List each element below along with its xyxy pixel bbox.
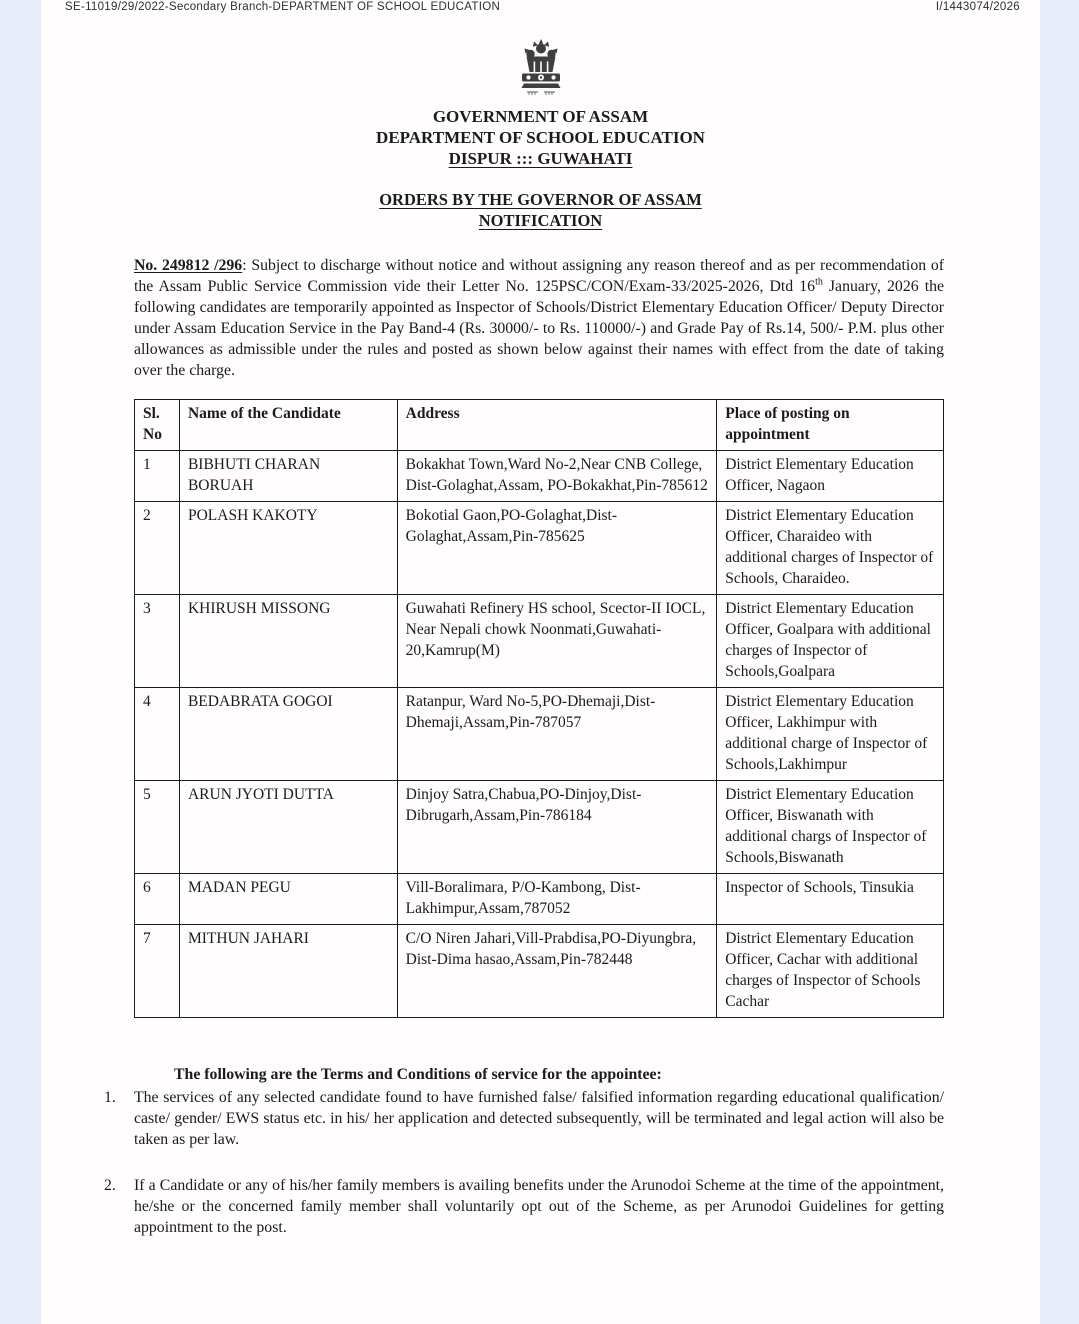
cell-sl: 6 (135, 874, 180, 925)
cell-name: ARUN JYOTI DUTTA (179, 781, 397, 874)
document-header (41, 106, 1040, 169)
list-item (104, 1175, 944, 1238)
cell-address: C/O Niren Jahari,Vill-Prabdisa,PO-Diyungbra, Dist-Dima hasao,Assam,Pin-782448 (397, 925, 717, 1018)
document-page (41, 0, 1040, 1324)
paragraph-text-1: : Subject to discharge without notice and without assigning any reason thereof and as per recommendation of the Assam Public Service Commission vide their Letter No. 125PSC/CON/Exam-33/2025-2026, Dtd 16 (134, 257, 944, 295)
cell-sl: 2 (135, 502, 180, 595)
cell-place: District Elementary Education Officer, Charaideo with additional charges of Inspector of Schools, Charaideo. (717, 502, 944, 595)
india-emblem-icon (516, 39, 566, 101)
cell-name: KHIRUSH MISSONG (179, 595, 397, 688)
table-row (135, 925, 944, 1018)
efile-reference-right: I/1443074/2026 (935, 1, 1020, 13)
government-title: GOVERNMENT OF ASSAM (432, 107, 649, 126)
term-number: 1. (104, 1089, 116, 1106)
reference-number: No. 249812 /296 (134, 257, 243, 274)
efile-reference-left: SE-11019/29/2022-Secondary Branch-DEPARTMENT OF SCHOOL EDUCATION (65, 1, 501, 13)
term-text: If a Candidate or any of his/her family members is availing benefits under the Arunodoi Scheme at the time of the appointment, he/she or the concerned family member shall voluntarily opt out of the Scheme, as per Arunodoi Guidelines for getting appointment to the post. (134, 1177, 944, 1236)
orders-line: ORDERS BY THE GOVERNOR OF ASSAM (379, 190, 702, 209)
column-header-sl-no: Sl. No (135, 400, 180, 451)
table-row (135, 781, 944, 874)
notification-paragraph (134, 255, 944, 381)
cell-address: Vill-Boralimara, P/O-Kambong, Dist-Lakhimpur,Assam,787052 (397, 874, 717, 925)
table-row (135, 502, 944, 595)
department-title: DEPARTMENT OF SCHOOL EDUCATION (376, 128, 705, 147)
cell-place: District Elementary Education Officer, Nagaon (717, 451, 944, 502)
cell-name: MITHUN JAHARI (179, 925, 397, 1018)
table-header-row (135, 400, 944, 451)
table-row (135, 874, 944, 925)
cell-sl: 4 (135, 688, 180, 781)
efile-reference-bar (41, 0, 1040, 13)
notification-line: NOTIFICATION (478, 211, 603, 230)
terms-list (41, 1087, 1040, 1238)
term-number: 2. (104, 1177, 116, 1194)
place-title: DISPUR ::: GUWAHATI (448, 149, 633, 168)
cell-sl: 3 (135, 595, 180, 688)
terms-heading: The following are the Terms and Conditions of service for the appointee: (174, 1066, 662, 1083)
emblem-container (41, 39, 1040, 106)
column-header-address: Address (397, 400, 717, 451)
table-row (135, 451, 944, 502)
paragraph-text-2: January, 2026 the following candidates are temporarily appointed as Inspector of Schools/District Elementary Education Officer/ Deputy Director under Assam Education Service in the Pay Band-4 (Rs. 30000/- to Rs. 110000/-) and Grade Pay of Rs.14, 500/- P.M. plus other allowances as admissible under the rules and posted as shown below against their names with effect from the date of taking over the charge. (134, 278, 944, 379)
table-row (135, 688, 944, 781)
appointments-table (134, 399, 944, 1018)
cell-address: Bokotial Gaon,PO-Golaghat,Dist-Golaghat,Assam,Pin-785625 (397, 502, 717, 595)
cell-place: District Elementary Education Officer, Biswanath with additional chargs of Inspector of Schools,Biswanath (717, 781, 944, 874)
cell-sl: 7 (135, 925, 180, 1018)
cell-address: Guwahati Refinery HS school, Scector-II IOCL, Near Nepali chowk Noonmati,Guwahati-20,Kamrup(M) (397, 595, 717, 688)
cell-place: District Elementary Education Officer, Goalpara with additional charges of Inspector of Schools,Goalpara (717, 595, 944, 688)
column-header-name: Name of the Candidate (179, 400, 397, 451)
cell-address: Dinjoy Satra,Chabua,PO-Dinjoy,Dist-Dibrugarh,Assam,Pin-786184 (397, 781, 717, 874)
cell-place: District Elementary Education Officer, Cachar with additional charges of Inspector of Schools Cachar (717, 925, 944, 1018)
cell-place: Inspector of Schools, Tinsukia (717, 874, 944, 925)
list-item (104, 1087, 944, 1150)
term-text: The services of any selected candidate found to have furnished false/ falsified information regarding educational qualification/ caste/ gender/ EWS status etc. in his/ her application and detected subsequently, will be terminated and legal action will also be taken as per law. (134, 1089, 944, 1148)
cell-sl: 5 (135, 781, 180, 874)
cell-name: BEDABRATA GOGOI (179, 688, 397, 781)
cell-address: Ratanpur, Ward No-5,PO-Dhemaji,Dist-Dhemaji,Assam,Pin-787057 (397, 688, 717, 781)
table-row (135, 595, 944, 688)
cell-name: MADAN PEGU (179, 874, 397, 925)
cell-place: District Elementary Education Officer, Lakhimpur with additional charge of Inspector of Schools,Lakhimpur (717, 688, 944, 781)
cell-sl: 1 (135, 451, 180, 502)
date-ordinal-superscript: th (815, 276, 823, 288)
cell-name: POLASH KAKOTY (179, 502, 397, 595)
orders-header (41, 189, 1040, 231)
cell-address: Bokakhat Town,Ward No-2,Near CNB College, Dist-Golaghat,Assam, PO-Bokakhat,Pin-785612 (397, 451, 717, 502)
cell-name: BIBHUTI CHARAN BORUAH (179, 451, 397, 502)
column-header-place: Place of posting on appointment (717, 400, 944, 451)
